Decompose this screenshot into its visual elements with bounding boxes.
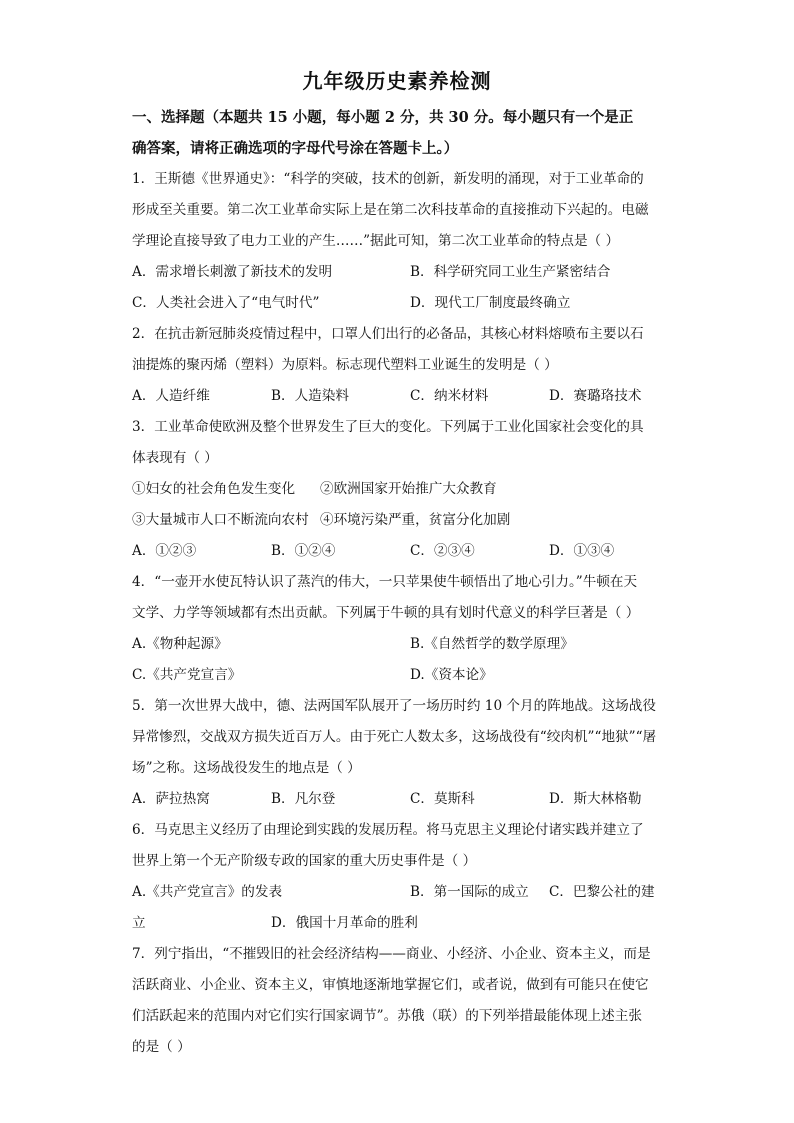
question-2-options — [132, 381, 662, 412]
question-5-option-c: C．莫斯科 — [410, 791, 475, 807]
question-1-options-row-1 — [132, 257, 662, 288]
question-5 — [132, 691, 662, 815]
question-2-option-d: D．赛璐珞技术 — [549, 388, 642, 404]
question-5-options — [132, 784, 662, 815]
question-3-option-d: D．①③④ — [549, 543, 615, 559]
question-1-option-a: A．需求增长刺激了新技术的发明 — [132, 264, 333, 280]
question-5-stem-line-1: 5．第一次世界大战中，德、法两国军队展开了一场历时约 10 个月的阵地战。这场战役 — [132, 698, 656, 714]
question-3-item-4: ④环境污染严重，贫富分化加剧 — [320, 512, 511, 528]
question-2-option-c: C．纳米材料 — [410, 388, 489, 404]
question-3-option-a: A．①②③ — [132, 543, 197, 559]
exam-title: 九年级历史素养检测 — [302, 69, 492, 93]
question-3-item-2: ②欧洲国家开始推广大众教育 — [320, 481, 497, 497]
question-4-option-c: C.《共产党宣言》 — [132, 667, 242, 683]
question-4-option-a: A.《物种起源》 — [132, 636, 228, 652]
question-6 — [132, 815, 662, 939]
question-3 — [132, 412, 662, 567]
question-1-option-b: B．科学研究同工业生产紧密结合 — [410, 264, 611, 280]
question-5-option-b: B．凡尔登 — [271, 791, 336, 807]
question-3-items-row-1 — [132, 474, 662, 505]
question-1-stem-line-2: 形成至关重要。第二次工业革命实际上是在第二次科技革命的直接推动下兴起的。电磁 — [132, 202, 649, 218]
exam-page — [132, 68, 662, 1063]
section-heading-line-2: 确答案，请将正确选项的字母代号涂在答题卡上。） — [132, 140, 459, 157]
question-1-stem-line-3: 学理论直接导致了电力工业的产生……”据此可知，第二次工业革命的特点是（ ） — [132, 233, 620, 249]
question-3-options — [132, 536, 662, 567]
question-7-stem-line-1: 7．列宁指出，“不摧毁旧的社会经济结构——商业、小经济、小企业、资本主义，而是 — [132, 946, 651, 962]
question-1-options-row-2 — [132, 288, 662, 319]
question-2-option-b: B．人造染料 — [271, 388, 349, 404]
question-4-option-d: D.《资本论》 — [410, 667, 493, 683]
question-6-option-a: A.《共产党宣言》的发表 — [132, 884, 283, 900]
question-4-stem-line-1: 4．“一壶开水使瓦特认识了蒸汽的伟大，一只苹果使牛顿悟出了地心引力。”牛顿在天 — [132, 574, 638, 590]
question-1 — [132, 164, 662, 319]
question-6-stem-line-1: 6．马克思主义经历了由理论到实践的发展历程。将马克思主义理论付诸实践并建立了 — [132, 822, 644, 838]
question-6-option-b: B．第一国际的成立 — [410, 884, 529, 900]
question-4-options-row-1 — [132, 629, 662, 660]
question-7-stem-line-2: 活跃商业、小企业、资本主义，审慎地逐渐地掌握它们，或者说，做到有可能只在使它 — [132, 977, 649, 993]
question-1-stem-line-1: 1．王斯德《世界通史》：“科学的突破，技术的创新，新发明的涌现，对于工业革命的 — [132, 171, 644, 187]
section-heading-line-1: 一、选择题（本题共 15 小题，每小题 2 分，共 30 分。每小题只有一个是正 — [132, 109, 634, 126]
question-4-options-row-2 — [132, 660, 662, 691]
question-2 — [132, 319, 662, 412]
question-6-options-row-2 — [132, 908, 662, 939]
question-6-option-c-wrap: 立 — [132, 915, 146, 931]
question-3-stem-line-2: 体表现有（ ） — [132, 450, 218, 466]
question-6-option-c: C．巴黎公社的建 — [549, 884, 655, 900]
question-1-option-d: D．现代工厂制度最终确立 — [410, 295, 571, 311]
question-4 — [132, 567, 662, 691]
question-7-stem-line-4: 的是（ ） — [132, 1039, 191, 1055]
question-7 — [132, 939, 662, 1063]
question-3-option-b: B．①②④ — [271, 543, 336, 559]
question-6-stem-line-2: 世界上第一个无产阶级专政的国家的重大历史事件是（ ） — [132, 853, 477, 869]
question-3-item-1: ①妇女的社会角色发生变化 — [132, 481, 296, 497]
question-2-stem-line-1: 2．在抗击新冠肺炎疫情过程中，口罩人们出行的必备品，其核心材料熔喷布主要以石 — [132, 326, 644, 342]
question-7-stem-line-3: 们活跃起来的范围内对它们实行国家调节”。苏俄（联）的下列举措最能体现上述主张 — [132, 1008, 642, 1024]
question-3-items-row-2 — [132, 505, 662, 536]
question-3-item-3: ③大量城市人口不断流向农村 — [132, 512, 309, 528]
question-3-option-c: C．②③④ — [410, 543, 475, 559]
question-2-option-a: A．人造纤维 — [132, 388, 210, 404]
question-4-option-b: B.《自然哲学的数学原理》 — [410, 636, 574, 652]
question-5-stem-line-3: 场”之称。这场战役发生的地点是（ ） — [132, 760, 361, 776]
question-4-stem-line-2: 文学、力学等领域都有杰出贡献。下列属于牛顿的具有划时代意义的科学巨著是（ ） — [132, 605, 640, 621]
question-2-stem-line-2: 油提炼的聚丙烯（塑料）为原料。标志现代塑料工业诞生的发明是（ ） — [132, 357, 558, 373]
question-6-options-row-1 — [132, 877, 662, 908]
question-1-option-c: C．人类社会进入了“电气时代” — [132, 295, 320, 311]
question-3-stem-line-1: 3．工业革命使欧洲及整个世界发生了巨大的变化。下列属于工业化国家社会变化的具 — [132, 419, 644, 435]
question-6-option-d: D．俄国十月革命的胜利 — [271, 915, 418, 931]
question-5-option-a: A．萨拉热窝 — [132, 791, 210, 807]
question-5-option-d: D．斯大林格勒 — [549, 791, 642, 807]
question-5-stem-line-2: 异常惨烈，交战双方损失近百万人。由于死亡人数太多，这场战役有“绞肉机”“地狱”“屠 — [132, 729, 657, 745]
